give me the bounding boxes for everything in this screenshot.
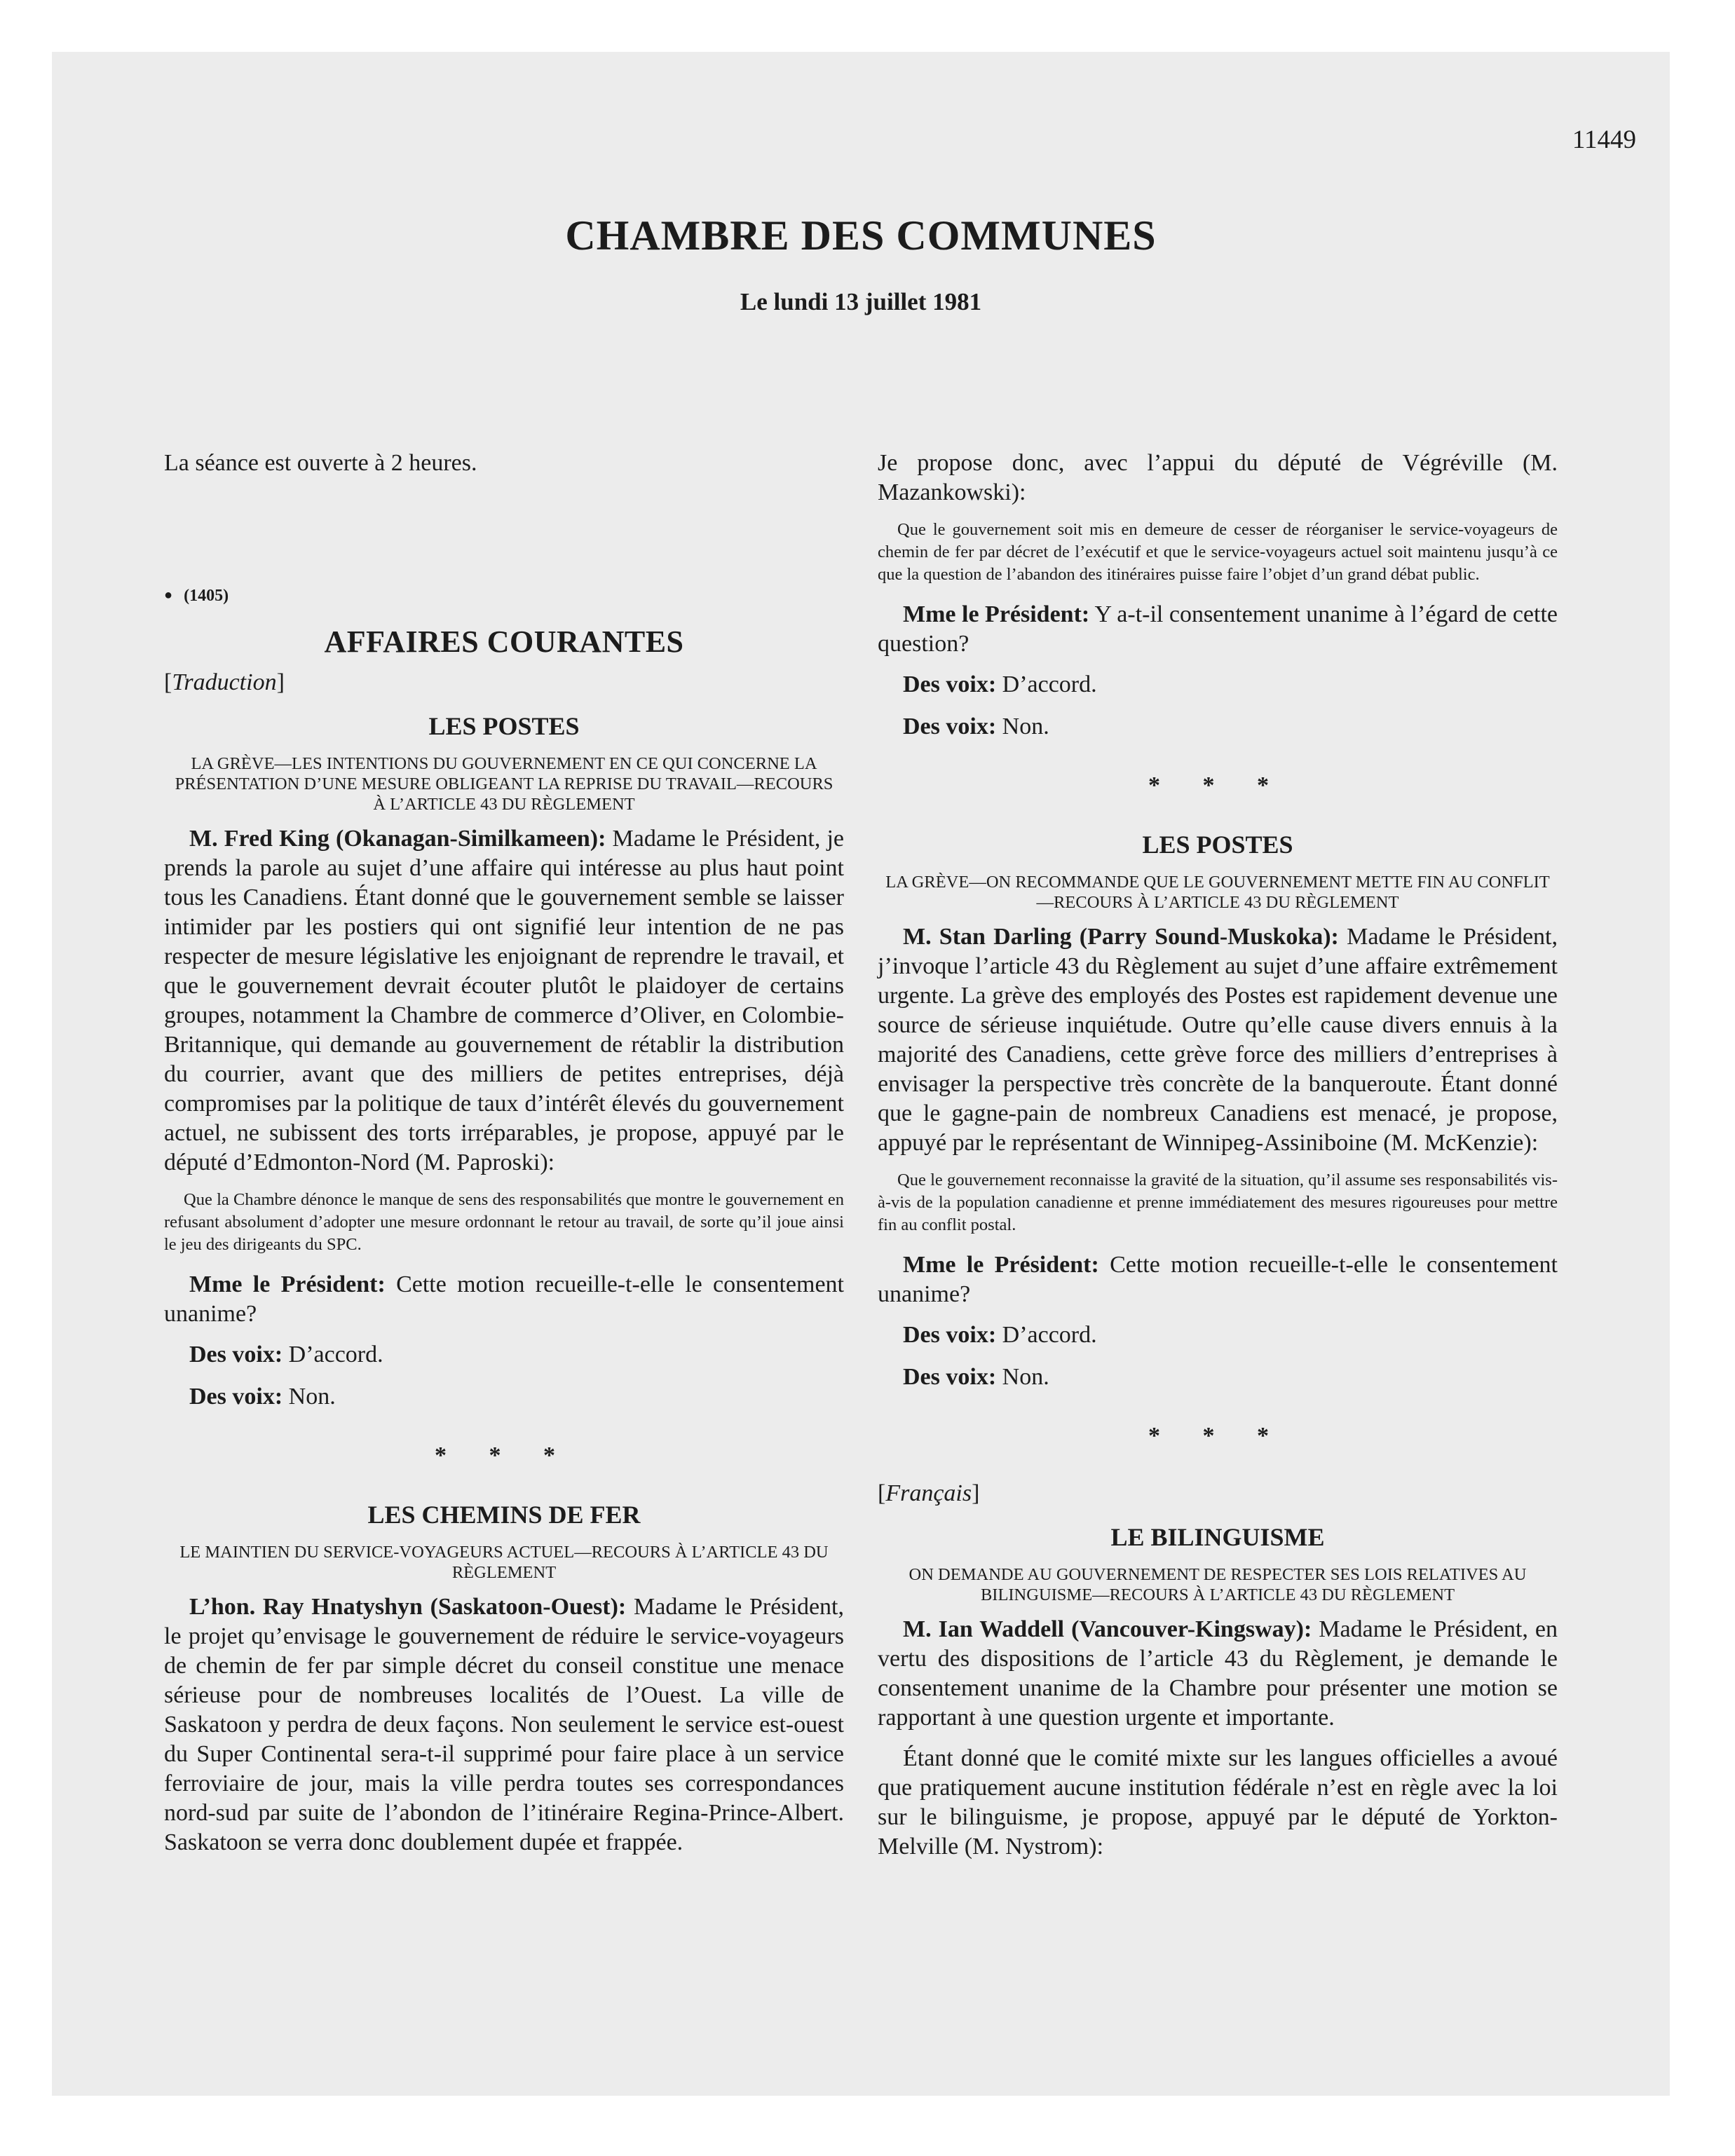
speech-paragraph: Étant donné que le comité mixte sur les langues officielles a avoué que pratiquement aucune institution fédérale n’est en règle avec la loi sur le bilinguisme, je propose, appuyé par le député de Yorkton-Melville (M. Nystrom): [878,1745,1558,1860]
item-bilinguisme [878,1522,1558,1862]
vote-label: Des voix: [189,1342,283,1367]
speech-text: Madame le Président, j’invoque l’article 43 du Règlement au sujet d’une affaire extrêmement urgente. La grève des employés des Postes est rapidement devenue une source de sérieuse inquiétude. Outre qu’elle cause divers ennuis à la majorité des Canadiens, cette grève force des milliers d’entreprises à envisager la perspective très concrète de la banqueroute. Étant donné que le gagne-pain de nombreux Canadiens est menacé, je propose, appuyé par le représentant de Winnipeg-Assiniboine (M. McKenzie): [878,924,1558,1156]
right-column [878,388,1558,1873]
rubric-title: LE BILINGUISME [1110,1523,1325,1551]
vote-line [878,1321,1558,1350]
speaker-name: M. Fred King (Okanagan-Similkameen): [189,826,606,852]
language-tag: [Français] [878,1480,980,1506]
chair-question [878,1250,1558,1309]
item-chemins-de-fer [164,1500,844,1857]
chair-question [878,600,1558,659]
vote-label: Des voix: [903,671,997,697]
motion-text: Que le gouvernement reconnaisse la gravité de la situation, qu’il assume ses responsabilités vis-à-vis de la population canadienne et prenne immédiatement des mesures rigoureuses pour mettre fin au conflit postal. [878,1171,1558,1234]
speech-text: Madame le Président, le projet qu’envisage le gouvernement de réduire le service-voyageurs de chemin de fer par simple décret du conseil constitue une menace sérieuse pour de nombreuses localités de l’Ouest. La ville de Saskatoon y perdra de deux façons. Non seulement le service est-ouest du Super Continental sera-t-il supprimé pour faire place à un service ferroviaire de jour, mais la ville perdra toutes ses correspondances nord-sud par suite de l’abondon de l’itinéraire Regina-Prince-Albert. Saskatoon se verra donc doublement dupée et frappée. [164,1594,844,1855]
speaker-name: Mme le Président: [189,1271,386,1297]
speech-text: Y a-t-il consentement unanime à l’égard de cette question? [878,601,1558,657]
speech [164,1592,844,1857]
language-tag-text: Traduction [172,669,277,695]
masthead [52,212,1670,316]
opening-line: La séance est ouverte à 2 heures. [164,450,477,476]
sitting-date: Le lundi 13 juillet 1981 [740,288,982,315]
rubric-title: LES POSTES [428,712,580,740]
motion-text: Que le gouvernement soit mis en demeure de cesser de réorganiser le service-voyageurs de chemin de fer par décret de l’exécutif et que le service-voyageurs actuel soit maintenu jusqu’à ce que la question de l’abandon des itinéraires puisse faire l’objet d’un grand débat public. [878,520,1558,584]
speech [878,1615,1558,1733]
vote-line [164,1382,844,1412]
section-divider: * * * [435,1442,573,1468]
rubric-title: LES CHEMINS DE FER [367,1501,641,1529]
item-postes-1 [164,711,844,1412]
left-column [164,388,844,1869]
speech-text: Madame le Président, en vertu des dispositions de l’article 43 du Règlement, je demande le consentement unanime de la Chambre pour présenter une motion se rapportant à une question urgente et importante. [878,1616,1558,1731]
vote-text: D’accord. [288,1342,383,1367]
speaker-name: Mme le Président: [903,1252,1099,1278]
vote-text: D’accord. [1002,671,1097,697]
speech [878,922,1558,1158]
speaker-name: M. Stan Darling (Parry Sound-Muskoka): [903,924,1339,950]
document-page [52,52,1670,2096]
rubric-subtitle: LA GRÈVE—LES INTENTIONS DU GOUVERNEMENT EN CE QUI CONCERNE LA PRÉSENTATION D’UNE MESURE OBLIGEANT LA REPRISE DU TRAVAIL—RECOURS À L’ARTICLE 43 DU RÈGLEMENT [175,754,834,814]
section-divider: * * * [1148,1423,1287,1449]
section-divider: * * * [1148,772,1287,798]
speaker-name: Mme le Président: [903,601,1090,627]
vote-text: Non. [1002,714,1049,739]
vote-line [878,712,1558,742]
speaker-name: L’hon. Ray Hnatyshyn (Saskatoon-Ouest): [189,1594,627,1620]
speech [164,824,844,1178]
vote-label: Des voix: [189,1384,283,1410]
speech-text: Cette motion recueille-t-elle le consentement unanime? [878,1252,1558,1307]
timestamp-text: (1405) [184,587,229,605]
bullet-icon: ● [164,587,173,603]
page-title: CHAMBRE DES COMMUNES [565,212,1157,259]
page-number: 11449 [1572,125,1636,154]
rubric-subtitle: LA GRÈVE—ON RECOMMANDE QUE LE GOUVERNEMENT METTE FIN AU CONFLIT—RECOURS À L’ARTICLE 43 DU RÈGLEMENT [885,873,1550,912]
vote-label: Des voix: [903,1364,997,1390]
speaker-name: M. Ian Waddell (Vancouver-Kingsway): [903,1616,1312,1642]
rubric-subtitle: ON DEMANDE AU GOUVERNEMENT DE RESPECTER SES LOIS RELATIVES AU BILINGUISME—RECOURS À L’ARTICLE 43 DU RÈGLEMENT [909,1565,1527,1604]
speech: Je propose donc, avec l’appui du député de Végréville (M. Mazankowski): [878,450,1558,505]
vote-text: Non. [1002,1364,1049,1390]
vote-line [164,1340,844,1370]
language-tag: [Traduction] [164,669,285,695]
vote-text: Non. [288,1384,336,1410]
speech-text: Cette motion recueille-t-elle le consentement unanime? [164,1271,844,1327]
vote-label: Des voix: [903,714,997,739]
vote-line [878,1363,1558,1392]
motion-text: Que la Chambre dénonce le manque de sens des responsabilités que montre le gouvernement en refusant absolument d’adopter une mesure ordonnant le retour au travail, de sorte qu’il joue ainsi le jeu des dirigeants du SPC. [164,1190,844,1254]
language-tag-text: Français [885,1480,972,1506]
vote-label: Des voix: [903,1322,997,1348]
rubric-subtitle: LE MAINTIEN DU SERVICE-VOYAGEURS ACTUEL—RECOURS À L’ARTICLE 43 DU RÈGLEMENT [179,1543,829,1582]
timestamp [164,587,844,606]
section-title: AFFAIRES COURANTES [324,625,684,659]
item-postes-2 [878,830,1558,1392]
rubric-title: LES POSTES [1142,831,1293,859]
chair-question [164,1270,844,1329]
speech-text: Madame le Président, je prends la parole au sujet d’une affaire qui intéresse au plus haut point tous les Canadiens. Étant donné que le gouvernement semble se laisser intimider par les postiers qui ont signifié leur intention de ne pas respecter de mesure législative les enjoignant de reprendre le travail, et que le gouvernement devrait écouter plutôt le plaidoyer de certains groupes, notamment la Chambre de commerce d’Oliver, en Colombie-Britannique, qui demande au gouvernement de rétablir la distribution du courrier, avant que des milliers de petites entreprises, déjà compromises par la politique de taux d’intérêt élevés du gouvernement actuel, ne subissent des torts irréparables, je propose, appuyé par le député d’Edmonton-Nord (M. Paproski): [164,826,845,1175]
vote-text: D’accord. [1002,1322,1097,1348]
vote-line [878,670,1558,700]
